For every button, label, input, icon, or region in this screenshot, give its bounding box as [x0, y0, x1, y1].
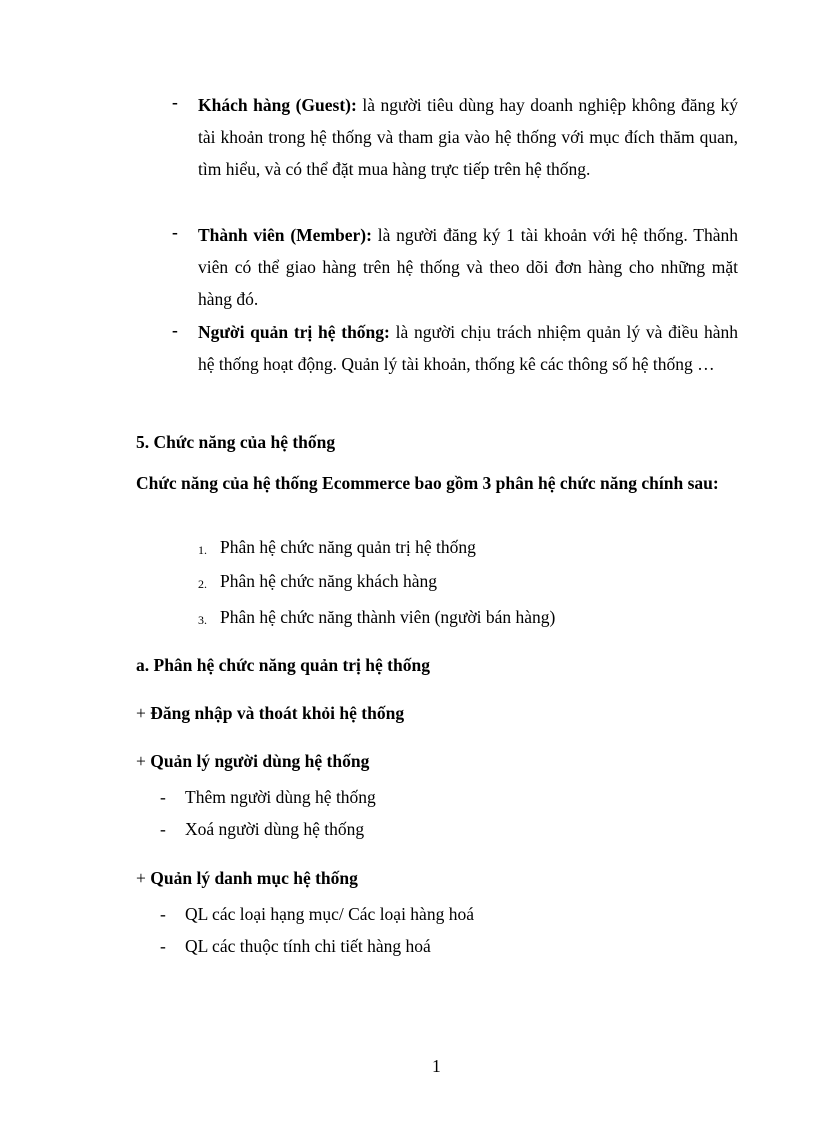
subsection-a-title: a. Phân hệ chức năng quản trị hệ thống: [136, 655, 430, 675]
sub-dash: -: [160, 787, 166, 807]
plus-sign: +: [136, 868, 151, 888]
sub-dash: -: [160, 904, 166, 924]
actor-admin-paragraph: [198, 316, 738, 380]
list-number: 2.: [198, 577, 207, 591]
actor-guest-text: là người tiêu dùng hay doanh nghiệp không đăng ký tài khoản trong hệ thống và tham gia vào hệ thống với mục đích thăm quan, tìm hiểu, và có thể đặt mua hàng trực tiếp trên hệ thống.: [198, 95, 738, 179]
sub-item: Xoá người dùng hệ thống: [185, 819, 365, 839]
sub-dash: -: [160, 819, 166, 839]
actor-guest-paragraph: [198, 89, 738, 185]
list-item: Phân hệ chức năng quản trị hệ thống: [220, 537, 476, 557]
sub-item: QL các thuộc tính chi tiết hàng hoá: [185, 936, 431, 956]
list-item: Phân hệ chức năng thành viên (người bán hàng): [220, 607, 556, 627]
actor-member-title: Thành viên (Member):: [198, 225, 372, 245]
list-number: 3.: [198, 613, 207, 627]
bullet-dash: -: [172, 320, 178, 340]
bullet-dash: -: [172, 222, 178, 242]
plus-sign: +: [136, 751, 151, 771]
list-number: 1.: [198, 543, 207, 557]
page-number: 1: [432, 1056, 441, 1076]
plus-sign: +: [136, 703, 151, 723]
actor-admin-title: Người quản trị hệ thống:: [198, 322, 390, 342]
actor-admin-text: là người chịu trách nhiệm quản lý và điều hành hệ thống hoạt động. Quản lý tài khoản, thống kê các thông số hệ thống …: [198, 322, 738, 374]
actor-member-text: là người đăng ký 1 tài khoản với hệ thống. Thành viên có thể giao hàng trên hệ thống và theo dõi đơn hàng cho những mặt hàng đó.: [198, 225, 738, 309]
group-heading: [136, 703, 404, 724]
sub-dash: -: [160, 936, 166, 956]
section-5-intro: Chức năng của hệ thống Ecommerce bao gồm 3 phân hệ chức năng chính sau:: [136, 473, 719, 493]
actor-member-paragraph: [198, 219, 738, 315]
section-5-title: 5. Chức năng của hệ thống: [136, 432, 336, 452]
bullet-dash: -: [172, 92, 178, 112]
sub-item: Thêm người dùng hệ thống: [185, 787, 376, 807]
group-heading: [136, 751, 369, 772]
actor-guest-title: Khách hàng (Guest):: [198, 95, 357, 115]
sub-item: QL các loại hạng mục/ Các loại hàng hoá: [185, 904, 474, 924]
group-label: Quản lý danh mục hệ thống: [150, 868, 358, 888]
group-label: Đăng nhập và thoát khỏi hệ thống: [150, 703, 405, 723]
group-heading: [136, 868, 358, 889]
group-label: Quản lý người dùng hệ thống: [150, 751, 370, 771]
list-item: Phân hệ chức năng khách hàng: [220, 571, 437, 591]
